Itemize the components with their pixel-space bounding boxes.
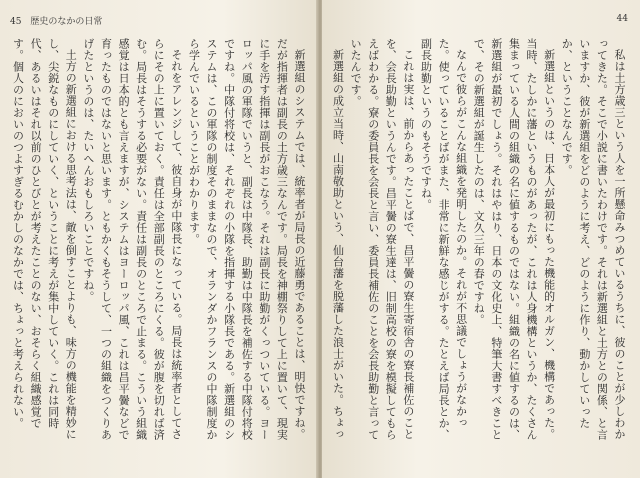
paragraph: なんで彼らがこんな組織を発明したのか。それが不思議でしょうがなかった。使っていることばがまた、非常に新鮮な感じがする。たとえば局長とか、副長助勤というのもそうですね。 <box>419 38 468 441</box>
left-page <box>0 0 318 478</box>
running-head: 歴史のなかの日常 <box>30 17 103 27</box>
left-page-number: 45 <box>10 17 22 27</box>
paragraph: 新選組の成立当時、山南敬助という、仙台藩を脱藩した浪士がいた。ちょっ <box>332 49 345 440</box>
right-page-header <box>617 14 628 24</box>
right-page <box>322 0 640 478</box>
paragraph: それをアレンジして、彼自身が中隊長になっている。局長は統率者としてさらにその上に置いておく。責任は全部副長のところにくる。彼が腹を切れば済む。局長はそうする必要がない。責任は副長のところで止まる。こういう組織感覚は日本的とも言えますが、システムはヨーロッパ風、これは昌平黌などで育ったものではないと思います。ともかくもそうして、一つの組織をつくりあげたというのは、たいへんおもしろいことですね。 <box>81 38 183 441</box>
paragraph: 土方の新選組における思考法は、敵を倒すことよりも、味方の機能を精妙にし、尖鋭なものにしていく、ということに考えが集中していく。これは同時代、あるいはそれ以前のひとびとが考えたことのない、おそらく組織感覚です。個人のにおいのつよすぎるむかしのなかでは、ちょっと考えられない。 <box>12 38 78 440</box>
paragraph: 新選組のシステムでは、統率者が局長の近藤勇であることは、明快ですね。だが指揮者は副長の土方歳三なんです。局長を神棚祭りして上に置いて、現実に手を汚す指揮は副長がおこなう。それは副長に助勤がくっついている。ヨーロッパ風の軍隊でいうと、副長は中隊長、助勤は中隊長を補佐する中隊付将校ですね。中隊付将校は、それぞれの小隊を指揮する小隊長である。新選組のシステムは、この軍隊の制度そのままなので、オランダかフランスの中隊制度から学んでいるということがわかります。 <box>187 38 306 441</box>
paragraph: 私は土方歳三という人を一所懸命みつめているうちに、彼のことが少しわかってきた。そこで小説に書いたわけです。それは新選組と土方との関係、と言いますか、彼が新選組をどのように考え、どのように作り、動かしていったか、ということなんです。 <box>560 38 626 441</box>
paragraph: 新選組というのは、日本人が最初にもった機能的オルガン、機構であった。当時、たしかに藩というものがあったが、これは人身機構というか、たくさん集まっている人間の組織の名に値するものではない。組織の名に値するのは、新選組が最初でしょう。それはやはり、日本の文化史上、特筆大書すべきことで、その新選組が誕生したのは、文久三年の春ですね。 <box>472 38 556 441</box>
right-page-body <box>332 38 628 448</box>
right-page-number: 44 <box>616 14 628 24</box>
paragraph: これは実は、前からあったことばで、昌平黌の寮生寄宿舎の寮長補佐のことを、会長助勤というんです。昌平黌の寮生達は、旧制高校の寮を模擬してもらえばわかる。寮の委員長を会長と言い、委員長補佐のことを会長助勤と言っていたんです。 <box>349 38 415 441</box>
left-page-header <box>10 14 102 27</box>
left-page-body <box>12 38 308 448</box>
